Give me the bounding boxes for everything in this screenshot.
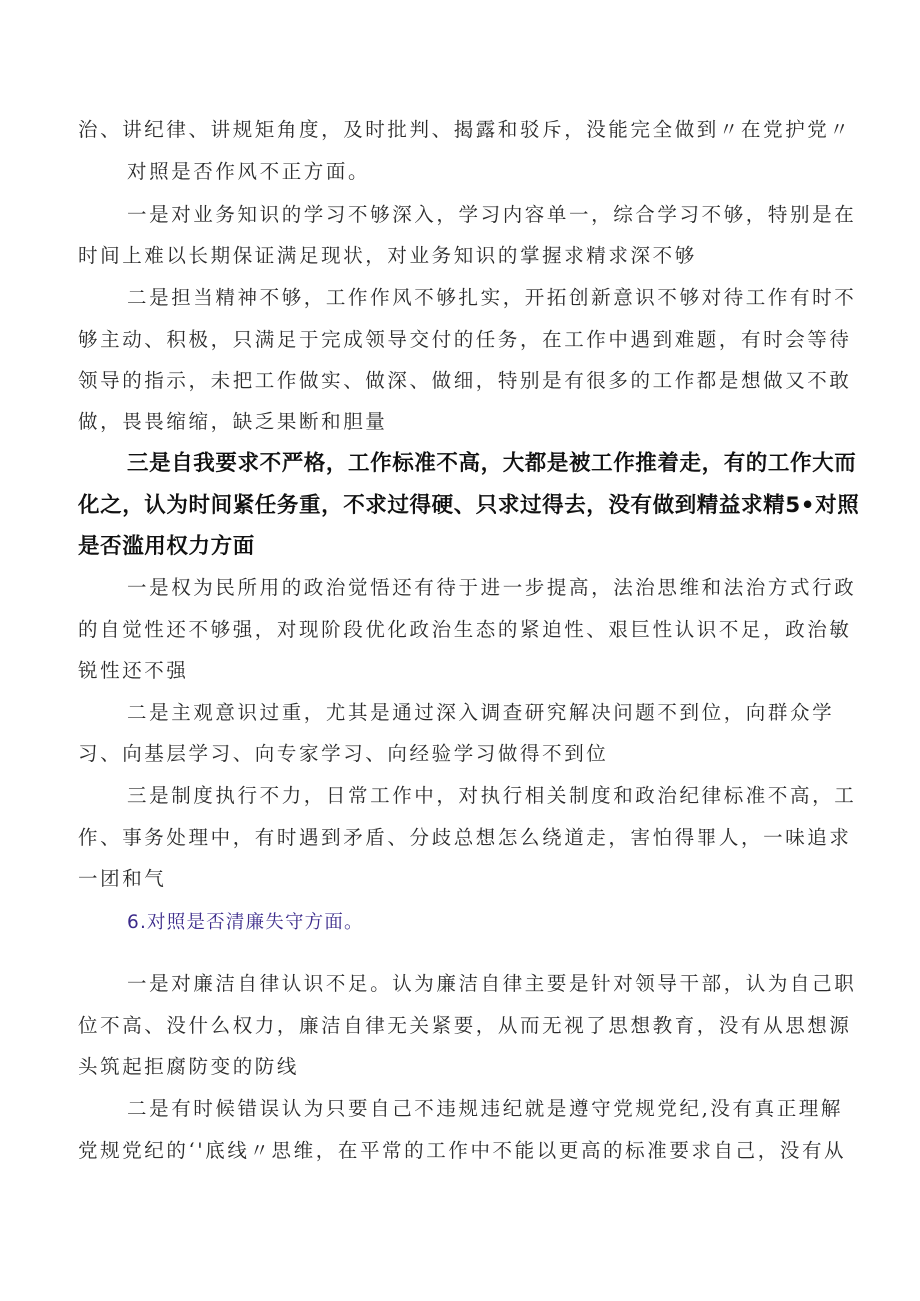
text-line: 二是有时候错误认为只要自己不违规违纪就是遵守党规党纪,没有真正理解 <box>127 1097 843 1120</box>
bold-text-line: 是否滥用权力方面 <box>78 534 255 559</box>
text-line: 二是担当精神不够，工作作风不够扎实，开拓创新意识不够对待工作有时不 <box>127 286 857 309</box>
text-line: 头筑起拒腐防变的防线 <box>78 1055 300 1078</box>
text-line: 领导的指示，未把工作做实、做深、做细，特别是有很多的工作都是想做又不敢 <box>78 369 852 392</box>
bold-text-line: 化之，认为时间紧任务重，不求过得硬、只求过得去，没有做到精益求精5•对照 <box>78 493 860 518</box>
text-line: 的自觉性还不够强，对现阶段优化政治生态的紧迫性、艰巨性认识不足，政治敏 <box>78 618 852 641</box>
section-heading-6: 6.对照是否清廉失守方面。 <box>127 912 364 933</box>
text-line: 习、向基层学习、向专家学习、向经验学习做得不到位 <box>78 742 609 765</box>
text-line: 作、事务处理中，有时遇到矛盾、分歧总想怎么绕道走，害怕得罪人，一味追求 <box>78 826 852 849</box>
text-line: 一是权为民所用的政治觉悟还有待于进一步提高，法治思维和法治方式行政 <box>127 576 857 599</box>
text-line: 位不高、没什么权力，廉洁自律无关紧要，从而无视了思想教育，没有从思想源 <box>78 1014 852 1037</box>
text-line: 够主动、积极，只满足于完成领导交付的任务，在工作中遇到难题，有时会等待 <box>78 328 852 351</box>
text-line: 一是对业务知识的学习不够深入，学习内容单一，综合学习不够，特别是在 <box>127 203 857 226</box>
text-line: 二是主观意识过重，尤其是通过深入调查研究解决问题不到位，向群众学 <box>127 701 835 724</box>
text-line: 锐性还不强 <box>78 659 189 682</box>
section-heading: 对照是否作风不正方面。 <box>127 160 371 183</box>
text-line: 治、讲纪律、讲规矩角度，及时批判、揭露和驳斥，没能完全做到〃在党护党〃 <box>78 118 852 141</box>
text-line: 党规党纪的‘'底线〃思维，在平常的工作中不能以更高的标准要求自己，没有从 <box>78 1139 847 1162</box>
text-line: 时间上难以长期保证满足现状，对业务知识的掌握求精求深不够 <box>78 244 697 267</box>
text-line: 做，畏畏缩缩，缺乏果断和胆量 <box>78 410 388 433</box>
text-line: 三是制度执行不力，日常工作中，对执行相关制度和政治纪律标准不高，工 <box>127 784 857 807</box>
bold-text-line: 三是自我要求不严格，工作标准不高，大都是被工作推着走，有的工作大而 <box>127 451 857 476</box>
text-line: 一团和气 <box>78 867 167 890</box>
text-line: 一是对廉洁自律认识不足。认为廉洁自律主要是针对领导干部，认为自己职 <box>127 972 857 995</box>
